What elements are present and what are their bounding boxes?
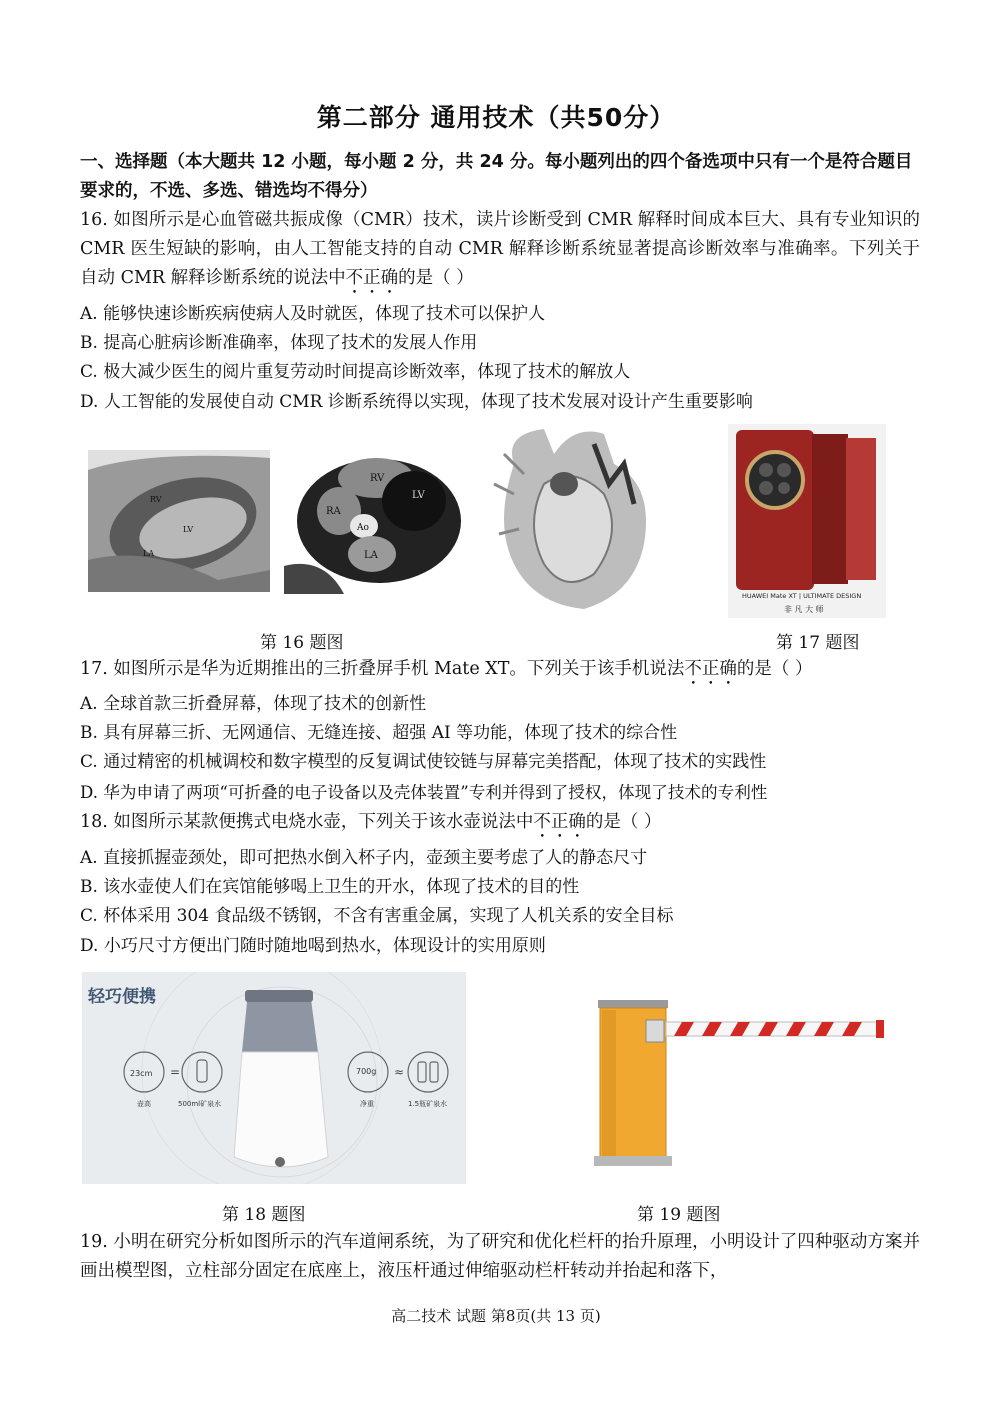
question-16-text: 16. 如图所示是心血管磁共振成像（CMR）技术，读片诊断受到 CMR 解释时间成本巨大、具有专业知识的 CMR 医生短缺的影响，由人工智能支持的自动 CMR 解释诊断系统显著提高诊断效率与准确率。下列关于自动 CMR 解释诊断系统的说法中 bbox=[80, 210, 920, 288]
phone-brand-text: HUAWEI Mate XT | ULTIMATE DESIGN bbox=[742, 592, 862, 600]
emphasis-not-correct: 不正确 bbox=[345, 268, 399, 288]
emphasis-not-correct-18: 不正确 bbox=[533, 812, 586, 832]
mri-label-la: LA bbox=[143, 549, 155, 558]
question-17-option-d: D. 华为申请了两项“可折叠的电子设备以及壳体装置”专利并得到了授权，体现了技术的专利性 bbox=[80, 783, 768, 802]
question-16-option-d: D. 人工智能的发展使自动 CMR 诊断系统得以实现，体现了技术发展对设计产生重要影响 bbox=[80, 392, 753, 412]
question-17-option-b: B. 具有屏幕三折、无网通信、无缝连接、超强 AI 等功能，体现了技术的综合性 bbox=[80, 723, 678, 743]
figure-19-caption: 第 19 题图 bbox=[637, 1205, 721, 1225]
kettle-bottle-label-1: 500ml矿泉水 bbox=[178, 1100, 222, 1108]
kettle-image bbox=[82, 972, 466, 1184]
question-18-option-d: D. 小巧尺寸方便出门随时随地喝到热水，体现设计的实用原则 bbox=[80, 936, 546, 956]
kettle-height-value: 23cm bbox=[130, 1069, 153, 1078]
question-17-stem bbox=[80, 655, 920, 689]
mri-image-2 bbox=[284, 446, 466, 594]
kettle-height-label: 壶高 bbox=[137, 1100, 151, 1108]
figure-16-caption: 第 16 题图 bbox=[260, 633, 344, 653]
question-17-option-a: A. 全球首款三折叠屏幕，体现了技术的创新性 bbox=[80, 694, 427, 714]
approx-sign: ≈ bbox=[394, 1065, 405, 1079]
figure-17-caption: 第 17 题图 bbox=[776, 633, 860, 653]
question-18-option-a: A. 直接抓握壶颈处，即可把热水倒入杯子内，壶颈主要考虑了人的静态尺寸 bbox=[80, 848, 648, 868]
question-17-option-c: C. 通过精密的机械调校和数字模型的反复调试使铰链与屏幕完美搭配，体现了技术的实践性 bbox=[80, 752, 767, 772]
question-18-text: 18. 如图所示某款便携式电烧水壶，下列关于该水壶说法中 bbox=[80, 812, 534, 832]
kettle-banner: 轻巧便携 bbox=[88, 987, 156, 1007]
mri-label-ao: Ao bbox=[357, 523, 369, 533]
mri-label-la-2: LA bbox=[364, 550, 378, 561]
emphasis-not-correct-17: 不正确 bbox=[684, 659, 737, 679]
kettle-weight-label: 净重 bbox=[360, 1100, 374, 1108]
mri-label-rv: RV bbox=[150, 495, 162, 504]
question-18-option-c: C. 杯体采用 304 食品级不锈钢，不含有害重金属，实现了人机关系的安全目标 bbox=[80, 906, 674, 926]
mri-image-3-3d-heart bbox=[484, 424, 662, 614]
question-16-option-c: C. 极大减少医生的阅片重复劳动时间提高诊断效率，体现了技术的解放人 bbox=[80, 362, 631, 382]
mri-label-lv: LV bbox=[183, 525, 194, 534]
mri-label-ra: RA bbox=[326, 506, 341, 517]
mri-label-rv-2: RV bbox=[370, 473, 385, 484]
page-footer: 高二技术 试题 第8页(共 13 页) bbox=[391, 1307, 601, 1325]
mri-label-lv-2: LV bbox=[412, 490, 425, 501]
question-16-option-b: B. 提高心脏病诊断准确率，体现了技术的发展人作用 bbox=[80, 333, 478, 353]
kettle-weight-value: 700g bbox=[356, 1067, 377, 1076]
page-title: 第二部分 通用技术（共50分） bbox=[316, 103, 676, 132]
question-16-tail: 的是（ ） bbox=[398, 268, 474, 288]
question-19-stem: 19. 小明在研究分析如图所示的汽车道闸系统，为了研究和优化栏杆的抬升原理，小明设计了四种驱动方案并画出模型图，立柱部分固定在底座上，液压杆通过伸缩驱动栏杆转动并抬起和落下， bbox=[80, 1232, 920, 1281]
question-17-tail: 的是（ ） bbox=[736, 659, 813, 679]
section-heading: 一、选择题（本大题共 12 小题，每小题 2 分，共 24 分。每小题列出的四个备选项中只有一个是符合题目要求的，不选、多选、错选均不得分） bbox=[80, 152, 913, 201]
question-18-stem bbox=[80, 808, 920, 842]
question-18-option-b: B. 该水壶使人们在宾馆能够喝上卫生的开水，体现了技术的目的性 bbox=[80, 877, 580, 897]
phone-slogan-text: 非 凡 大 师 bbox=[784, 605, 824, 614]
barrier-gate-image bbox=[590, 990, 890, 1168]
mri-image-1 bbox=[88, 450, 270, 592]
figure-18-caption: 第 18 题图 bbox=[222, 1205, 306, 1225]
equals-sign: = bbox=[170, 1065, 181, 1079]
kettle-bottle-label-2: 1.5瓶矿泉水 bbox=[408, 1100, 448, 1108]
question-16-stem bbox=[80, 206, 920, 298]
question-17-text: 17. 如图所示是华为近期推出的三折叠屏手机 Mate XT。下列关于该手机说法 bbox=[80, 659, 685, 679]
phone-image bbox=[728, 424, 886, 618]
question-16-option-a: A. 能够快速诊断疾病使病人及时就医，体现了技术可以保护人 bbox=[80, 304, 546, 324]
question-18-tail: 的是（ ） bbox=[585, 812, 662, 832]
